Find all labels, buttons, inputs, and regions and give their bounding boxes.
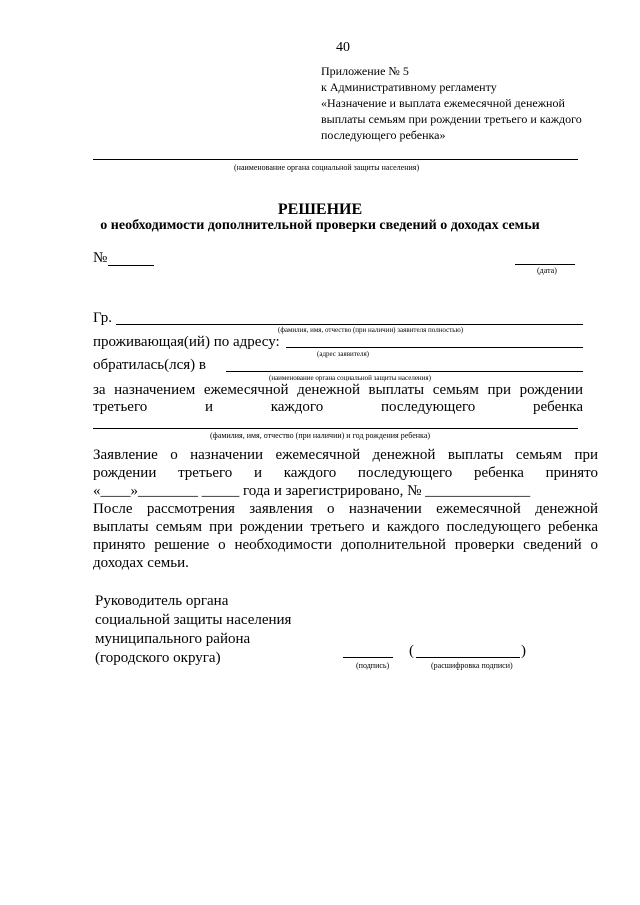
appendix-line: «Назначение и выплата ежемесячной денежной	[321, 96, 565, 110]
appendix-line: последующего ребенка»	[321, 128, 446, 142]
statement-line: После рассмотрения заявления о назначении ежемесячной денежной	[93, 501, 598, 517]
applied-label: обратилась(лся) в	[93, 357, 206, 373]
address-label: проживающая(ий) по адресу:	[93, 334, 280, 350]
statement-line: доходах семьи.	[93, 555, 189, 571]
signature-block	[95, 592, 291, 668]
appendix-line: к Административному регламенту	[321, 80, 497, 94]
citizen-prefix: Гр.	[93, 310, 112, 326]
citizen-name-line	[116, 324, 583, 325]
applied-caption: (наименование органа социальной защиты населения)	[269, 374, 431, 382]
purpose-line: третьего и каждого последующего ребенка	[93, 399, 583, 415]
purpose-line: за назначением ежемесячной денежной выплаты семьям при рождении	[93, 382, 583, 398]
statement-line: принято решение о необходимости дополнительной проверки сведений о	[93, 537, 598, 553]
child-info-line	[93, 428, 578, 429]
page-number: 40	[336, 40, 350, 55]
number-label: №	[93, 250, 108, 266]
statement-line: выплаты семьям при рождении третьего и каждого последующего ребенка	[93, 519, 598, 535]
decode-paren-open: (	[409, 643, 414, 659]
address-caption: (адрес заявителя)	[317, 350, 369, 358]
signer-title-line: Руководитель органа	[95, 593, 229, 609]
number-line	[108, 265, 154, 266]
organ-caption: (наименование органа социальной защиты населения)	[234, 163, 420, 172]
decode-paren-close: )	[521, 643, 526, 659]
child-caption: (фамилия, имя, отчество (при наличии) и год рождения ребенка)	[210, 431, 431, 440]
appendix-header	[321, 63, 621, 143]
signature-caption: (подпись)	[356, 661, 390, 670]
appendix-line: выплаты семьям при рождении третьего и каждого	[321, 112, 582, 126]
date-caption: (дата)	[537, 266, 557, 275]
signature-line	[343, 657, 393, 658]
decode-caption: (расшифровка подписи)	[431, 661, 513, 670]
signer-title-line: социальной защиты населения	[95, 612, 292, 628]
address-line	[286, 347, 583, 348]
statement-line: рождении третьего и каждого последующего ребенка принято	[93, 465, 598, 481]
organ-name-line	[93, 159, 578, 160]
document-subtitle: о необходимости дополнительной проверки сведений о доходах семьи	[100, 218, 540, 233]
signer-title-line: (городского округа)	[95, 650, 221, 666]
signer-title-line: муниципального района	[95, 631, 251, 647]
citizen-name-caption: (фамилия, имя, отчество (при наличии) заявителя полностью)	[278, 326, 464, 334]
document-title: РЕШЕНИЕ	[277, 201, 363, 218]
statement-line: Заявление о назначении ежемесячной денежной выплаты семьям при	[93, 447, 598, 463]
statement-line: «____»________ _____ года и зарегистрировано, № ______________	[93, 483, 531, 499]
appendix-line: Приложение № 5	[321, 64, 409, 78]
applied-organ-line	[226, 371, 583, 372]
decode-line	[416, 657, 520, 658]
date-line	[515, 264, 575, 265]
